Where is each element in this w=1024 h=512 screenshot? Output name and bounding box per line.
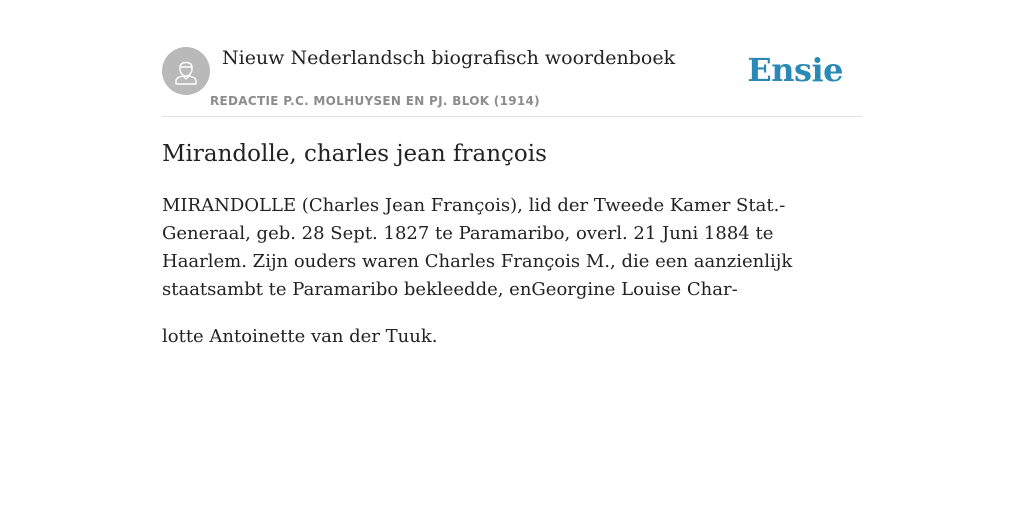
user-placeholder-icon bbox=[174, 57, 198, 85]
book-title[interactable]: Nieuw Nederlandsch biografisch woordenboek bbox=[222, 47, 676, 69]
brand-logo-link[interactable]: Ensie bbox=[747, 51, 843, 89]
header bbox=[162, 46, 862, 117]
entry-paragraph: lotte Antoinette van der Tuuk. bbox=[162, 326, 438, 347]
entry-body bbox=[162, 192, 862, 370]
avatar[interactable] bbox=[162, 47, 210, 95]
editors-credit: REDACTIE P.C. MOLHUYSEN EN PJ. BLOK (1914) bbox=[210, 94, 540, 108]
entry-title: Mirandolle, charles jean françois bbox=[162, 141, 547, 167]
entry-paragraph: MIRANDOLLE (Charles Jean François), lid der Tweede Kamer Stat.-Generaal, geb. 28 Sept. 1827 te Paramaribo, overl. 21 Juni 1884 te Haarlem. Zijn ouders waren Charles François M., die een aanzienlijk staatsambt te Paramaribo bekleedde, enGeorgine Louise Char- bbox=[162, 195, 793, 300]
page bbox=[162, 0, 862, 512]
